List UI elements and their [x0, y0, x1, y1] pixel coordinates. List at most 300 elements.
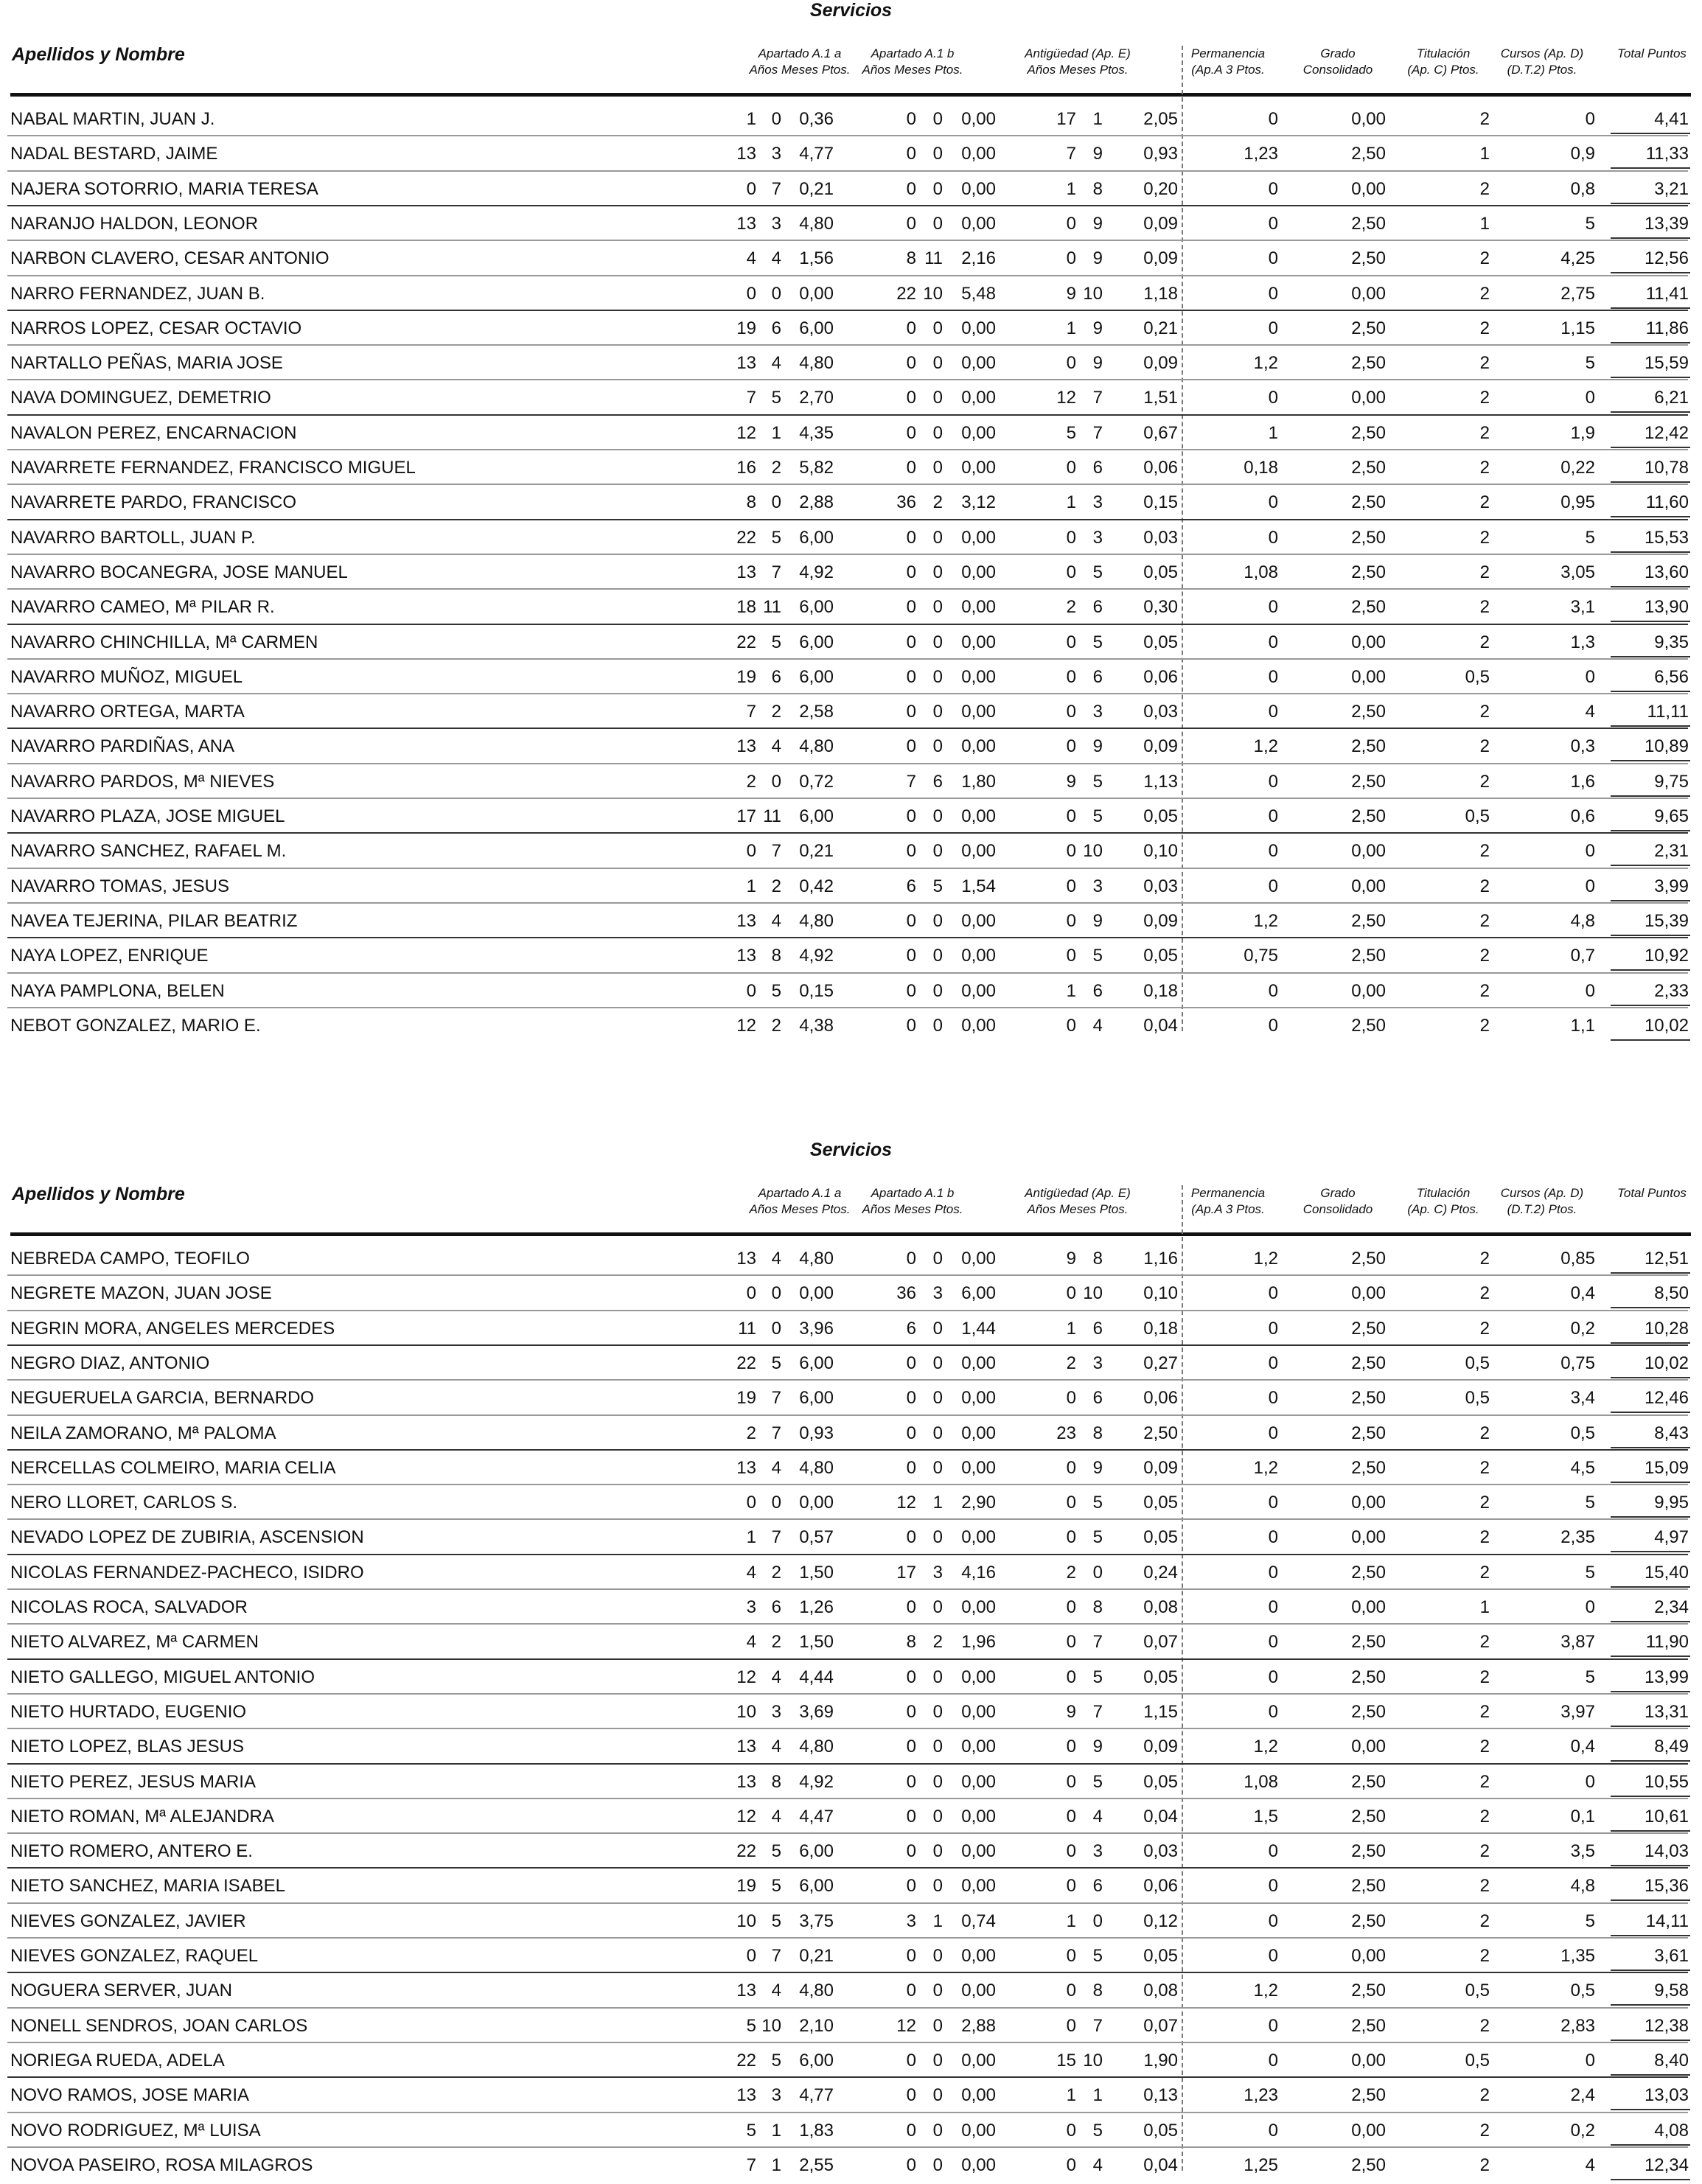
cell-a1b-months: 0 [932, 946, 943, 966]
cell-antiguedad-points: 0,07 [1143, 1632, 1178, 1653]
cell-a1b-months: 0 [932, 632, 943, 652]
cell-name: NAVARRO MUÑOZ, MIGUEL [10, 666, 243, 687]
row-divider [7, 1310, 1688, 1311]
table-row [0, 1382, 1702, 1417]
cell-name: NARROS LOPEZ, CESAR OCTAVIO [10, 318, 302, 338]
cell-name: NERCELLAS COLMEIRO, MARIA CELIA [10, 1457, 336, 1478]
cell-a1b-months: 0 [932, 422, 943, 443]
cell-cursos-points: 0,4 [1570, 1737, 1595, 1757]
cell-a1b-years: 12 [896, 2015, 916, 2036]
cell-grado-consolidado: 2,50 [1351, 771, 1386, 792]
cell-titulacion-points: 0,5 [1465, 806, 1490, 826]
cell-permanencia-points: 0 [1268, 1318, 1278, 1339]
column-header-line: (Ap.A 3 Ptos. [1191, 63, 1265, 77]
cell-permanencia-points: 1,2 [1253, 1737, 1278, 1757]
cell-permanencia-points: 1,25 [1244, 2155, 1278, 2175]
cell-a1b-years: 0 [906, 2050, 916, 2070]
cell-titulacion-points: 2 [1479, 771, 1490, 792]
cell-antiguedad-years: 0 [1066, 666, 1076, 687]
table-row [0, 871, 1702, 905]
cell-grado-consolidado: 2,50 [1351, 2015, 1386, 2036]
total-underline [1611, 342, 1690, 343]
row-divider [7, 2007, 1688, 2009]
cell-antiguedad-years: 0 [1066, 2155, 1076, 2175]
table-row [0, 313, 1702, 347]
row-divider [7, 275, 1688, 276]
cell-a1b-points: 2,88 [961, 2015, 996, 2036]
cell-total-points: 4,41 [1654, 109, 1689, 129]
cell-grado-consolidado: 2,50 [1351, 1701, 1386, 1722]
cell-total-points: 10,02 [1644, 1015, 1689, 1036]
cell-antiguedad-points: 0,08 [1143, 1597, 1178, 1617]
cell-a1a-points: 0,00 [799, 1283, 834, 1304]
cell-a1a-points: 0,36 [799, 109, 834, 129]
cell-grado-consolidado: 2,50 [1351, 144, 1386, 164]
row-divider [7, 1379, 1688, 1381]
cell-name: NICOLAS ROCA, SALVADOR [10, 1597, 248, 1617]
cell-antiguedad-points: 0,10 [1143, 1283, 1178, 1304]
cell-a1b-points: 0,00 [961, 1841, 996, 1862]
cell-titulacion-points: 2 [1479, 1632, 1490, 1653]
cell-permanencia-points: 0 [1268, 1562, 1278, 1583]
cell-antiguedad-years: 0 [1066, 1527, 1076, 1548]
total-underline [1611, 900, 1690, 901]
cell-a1a-points: 6,00 [799, 806, 834, 826]
cell-a1a-months: 5 [771, 527, 781, 548]
section-title: Servicios [809, 1140, 893, 1160]
cell-total-points: 11,11 [1647, 702, 1689, 722]
table-row [0, 1243, 1702, 1277]
cell-cursos-points: 3,97 [1560, 1701, 1595, 1722]
cell-grado-consolidado: 2,50 [1351, 597, 1386, 618]
cell-a1a-years: 13 [736, 1771, 756, 1792]
cell-a1b-years: 0 [906, 1597, 916, 1617]
cell-total-points: 12,42 [1644, 422, 1689, 443]
cell-permanencia-points: 0 [1268, 1667, 1278, 1687]
cell-antiguedad-points: 0,09 [1143, 248, 1178, 269]
cell-antiguedad-months: 7 [1092, 2015, 1103, 2036]
cell-a1b-years: 0 [906, 562, 916, 582]
cell-titulacion-points: 2 [1479, 248, 1490, 269]
row-divider [7, 1693, 1688, 1695]
cell-antiguedad-months: 3 [1092, 527, 1103, 548]
cell-cursos-points: 0 [1585, 1597, 1595, 1617]
cell-cursos-points: 2,4 [1570, 2085, 1595, 2106]
cell-a1a-points: 0,15 [799, 980, 834, 1001]
cell-grado-consolidado: 2,50 [1351, 458, 1386, 478]
cell-a1b-months: 0 [932, 1737, 943, 1757]
cell-total-points: 11,41 [1645, 283, 1689, 304]
cell-titulacion-points: 2 [1479, 1527, 1490, 1548]
cell-cursos-points: 0 [1585, 2050, 1595, 2070]
cell-a1a-months: 5 [771, 1911, 781, 1931]
cell-name: NERO LLORET, CARLOS S. [10, 1493, 238, 1513]
cell-a1b-months: 0 [932, 178, 943, 199]
cell-a1a-months: 7 [771, 562, 781, 582]
cell-antiguedad-years: 0 [1066, 1632, 1076, 1653]
cell-a1b-years: 0 [906, 666, 916, 687]
cell-a1a-months: 2 [771, 458, 781, 478]
cell-antiguedad-months: 8 [1092, 1597, 1103, 1617]
cell-antiguedad-months: 10 [1083, 283, 1103, 304]
row-divider [7, 240, 1688, 241]
cell-titulacion-points: 2 [1479, 1283, 1490, 1304]
cell-antiguedad-years: 2 [1066, 597, 1076, 618]
cell-antiguedad-months: 5 [1092, 1946, 1103, 1966]
row-divider [7, 1728, 1688, 1729]
cell-a1a-points: 1,26 [799, 1597, 834, 1617]
cell-total-points: 12,51 [1644, 1249, 1689, 1269]
cell-antiguedad-points: 0,06 [1143, 1876, 1178, 1897]
cell-a1b-points: 0,00 [961, 1249, 996, 1269]
cell-titulacion-points: 2 [1479, 736, 1490, 757]
cell-a1a-years: 1 [746, 876, 756, 896]
cell-a1a-years: 19 [736, 318, 756, 338]
cell-permanencia-points: 0 [1268, 2050, 1278, 2070]
table-row [0, 486, 1702, 521]
row-divider [7, 1867, 1688, 1869]
cell-a1b-years: 0 [906, 1841, 916, 1862]
cell-titulacion-points: 2 [1479, 2155, 1490, 2175]
cell-antiguedad-years: 0 [1066, 841, 1076, 862]
cell-a1b-years: 0 [906, 422, 916, 443]
cell-antiguedad-points: 0,15 [1143, 492, 1178, 513]
table-row [0, 975, 1702, 1010]
cell-a1a-months: 1 [771, 2120, 781, 2141]
cell-total-points: 10,55 [1644, 1771, 1689, 1792]
cell-antiguedad-months: 9 [1092, 736, 1103, 757]
cell-a1a-months: 7 [771, 1527, 781, 1548]
cell-name: NIETO GALLEGO, MIGUEL ANTONIO [10, 1667, 315, 1687]
cell-total-points: 11,33 [1645, 144, 1689, 164]
cell-antiguedad-years: 0 [1066, 458, 1076, 478]
total-underline [1611, 377, 1690, 378]
cell-a1b-years: 8 [906, 1632, 916, 1653]
cell-antiguedad-points: 0,18 [1143, 1318, 1178, 1339]
cell-permanencia-points: 0 [1268, 2015, 1278, 2036]
cell-name: NIEVES GONZALEZ, JAVIER [10, 1911, 246, 1931]
total-underline [1611, 1586, 1690, 1588]
cell-titulacion-points: 2 [1479, 318, 1490, 338]
total-underline [1611, 516, 1690, 517]
cell-grado-consolidado: 2,50 [1351, 492, 1386, 513]
cell-permanencia-points: 0 [1268, 806, 1278, 826]
cell-name: NIETO HURTADO, EUGENIO [10, 1701, 247, 1722]
cell-a1b-points: 1,96 [961, 1632, 996, 1653]
cell-a1a-years: 13 [736, 946, 756, 966]
cell-a1a-years: 4 [746, 1632, 756, 1653]
cell-a1b-years: 0 [906, 1806, 916, 1827]
cell-antiguedad-months: 5 [1092, 1667, 1103, 1687]
cell-total-points: 11,90 [1645, 1632, 1689, 1653]
cell-a1b-months: 0 [932, 527, 943, 548]
cell-cursos-points: 0,5 [1570, 1981, 1595, 2001]
cell-permanencia-points: 0 [1268, 1423, 1278, 1443]
cell-a1a-points: 6,00 [799, 318, 834, 338]
table-row [0, 278, 1702, 313]
cell-antiguedad-months: 5 [1092, 1771, 1103, 1792]
cell-cursos-points: 0 [1585, 666, 1595, 687]
cell-a1a-points: 2,70 [799, 388, 834, 408]
total-underline [1611, 203, 1690, 204]
cell-a1a-months: 6 [771, 318, 781, 338]
cell-grado-consolidado: 0,00 [1351, 2050, 1386, 2070]
cell-a1b-years: 0 [906, 632, 916, 652]
cell-titulacion-points: 2 [1479, 1701, 1490, 1722]
cell-a1b-months: 0 [932, 736, 943, 757]
cell-name: NAJERA SOTORRIO, MARIA TERESA [10, 178, 318, 199]
cell-antiguedad-months: 3 [1092, 1841, 1103, 1862]
cell-antiguedad-points: 0,67 [1143, 422, 1178, 443]
cell-a1b-years: 0 [906, 1015, 916, 1036]
cell-a1a-months: 4 [771, 1981, 781, 2001]
cell-cursos-points: 5 [1585, 1493, 1595, 1513]
cell-cursos-points: 5 [1585, 213, 1595, 234]
cell-grado-consolidado: 2,50 [1351, 1015, 1386, 1036]
cell-a1b-months: 2 [932, 492, 943, 513]
cell-titulacion-points: 2 [1479, 109, 1490, 129]
cell-grado-consolidado: 2,50 [1351, 806, 1386, 826]
cell-antiguedad-years: 2 [1066, 1562, 1076, 1583]
cell-antiguedad-years: 5 [1066, 422, 1076, 443]
cell-cursos-points: 0 [1585, 841, 1595, 862]
cell-a1b-months: 0 [932, 1771, 943, 1792]
row-divider [7, 902, 1688, 904]
cell-a1a-months: 6 [771, 1597, 781, 1617]
cell-titulacion-points: 2 [1479, 1737, 1490, 1757]
cell-antiguedad-points: 0,09 [1143, 736, 1178, 757]
cell-name: NAVARRO BARTOLL, JUAN P. [10, 527, 256, 548]
row-divider [7, 344, 1688, 346]
cell-antiguedad-points: 0,09 [1143, 213, 1178, 234]
cell-a1a-months: 8 [771, 1771, 781, 1792]
cell-titulacion-points: 2 [1479, 2120, 1490, 2141]
cell-name: NAVALON PEREZ, ENCARNACION [10, 422, 297, 443]
cell-a1a-months: 4 [771, 1737, 781, 1757]
cell-a1a-points: 4,80 [799, 1249, 834, 1269]
cell-a1a-years: 11 [738, 1318, 756, 1339]
cell-antiguedad-months: 9 [1092, 910, 1103, 931]
cell-name: NIETO ROMERO, ANTERO E. [10, 1841, 253, 1862]
table-row [0, 1313, 1702, 1347]
cell-cursos-points: 1,15 [1560, 318, 1595, 338]
cell-antiguedad-years: 0 [1066, 248, 1076, 269]
cell-permanencia-points: 1,2 [1253, 1249, 1278, 1269]
table-row [0, 1975, 1702, 2009]
cell-a1a-years: 2 [746, 1423, 756, 1443]
cell-a1b-months: 0 [932, 2120, 943, 2141]
cell-cursos-points: 1,9 [1570, 422, 1595, 443]
cell-a1a-months: 6 [771, 666, 781, 687]
cell-a1a-months: 5 [771, 2050, 781, 2070]
column-header-line: Apartado A.1 a [758, 46, 842, 60]
cell-a1b-points: 0,00 [961, 632, 996, 652]
column-header-line: Permanencia [1190, 1186, 1266, 1200]
cell-antiguedad-points: 2,05 [1143, 109, 1178, 129]
cell-a1b-months: 5 [932, 876, 943, 896]
cell-total-points: 12,46 [1644, 1388, 1689, 1409]
cell-a1a-points: 5,82 [799, 458, 834, 478]
table-row [0, 2115, 1702, 2149]
cell-a1a-years: 5 [746, 2015, 756, 2036]
cell-a1b-points: 3,12 [961, 492, 996, 513]
cell-name: NIETO ALVAREZ, Mª CARMEN [10, 1632, 259, 1653]
cell-a1a-points: 2,58 [799, 702, 834, 722]
cell-a1a-points: 4,35 [799, 422, 834, 443]
cell-name: NARANJO HALDON, LEONOR [10, 213, 259, 234]
table-row [0, 661, 1702, 696]
cell-a1b-years: 0 [906, 318, 916, 338]
cell-cursos-points: 4,8 [1570, 910, 1595, 931]
cell-antiguedad-points: 0,13 [1143, 2085, 1178, 2106]
cell-a1b-points: 0,00 [961, 1981, 996, 2001]
row-divider [7, 1274, 1688, 1276]
cell-grado-consolidado: 0,00 [1351, 109, 1386, 129]
table-row [0, 1452, 1702, 1487]
cell-titulacion-points: 0,5 [1465, 1353, 1490, 1373]
cell-a1a-months: 0 [771, 1318, 781, 1339]
cell-a1b-points: 1,54 [961, 876, 996, 896]
cell-a1b-months: 0 [932, 1841, 943, 1862]
cell-a1a-months: 4 [771, 910, 781, 931]
row-divider [7, 624, 1688, 625]
cell-antiguedad-years: 0 [1066, 527, 1076, 548]
cell-antiguedad-months: 9 [1092, 144, 1103, 164]
cell-a1b-months: 0 [932, 2085, 943, 2106]
cell-a1a-points: 4,80 [799, 736, 834, 757]
cell-antiguedad-years: 0 [1066, 910, 1076, 931]
cell-a1a-years: 0 [746, 178, 756, 199]
table-row [0, 1766, 1702, 1801]
cell-a1a-points: 0,57 [799, 1527, 834, 1548]
cell-total-points: 13,90 [1644, 597, 1689, 618]
cell-cursos-points: 0,2 [1570, 1318, 1595, 1339]
cell-a1b-months: 0 [932, 213, 943, 234]
cell-a1a-years: 22 [736, 527, 756, 548]
cell-a1a-months: 3 [771, 144, 781, 164]
cell-a1a-points: 6,00 [799, 1876, 834, 1897]
cell-permanencia-points: 0 [1268, 980, 1278, 1001]
cell-a1b-months: 0 [932, 1876, 943, 1897]
column-header-line: (D.T.2) Ptos. [1507, 63, 1577, 77]
cell-a1b-points: 0,00 [961, 1527, 996, 1548]
cell-a1a-points: 4,92 [799, 562, 834, 582]
cell-cursos-points: 3,05 [1560, 562, 1595, 582]
section-title: Servicios [809, 0, 893, 21]
cell-a1b-years: 36 [896, 1283, 916, 1304]
cell-antiguedad-months: 0 [1092, 1911, 1103, 1931]
row-divider [7, 170, 1688, 172]
cell-total-points: 10,28 [1644, 1318, 1689, 1339]
row-divider [7, 728, 1688, 729]
cell-titulacion-points: 2 [1479, 1318, 1490, 1339]
total-underline [1611, 586, 1690, 587]
cell-grado-consolidado: 2,50 [1351, 353, 1386, 374]
cell-antiguedad-years: 0 [1066, 2015, 1076, 2036]
total-underline [1611, 1726, 1690, 1727]
cell-permanencia-points: 0 [1268, 1388, 1278, 1409]
table-row [0, 1626, 1702, 1661]
cell-cursos-points: 0 [1585, 1771, 1595, 1792]
cell-a1b-years: 0 [906, 1701, 916, 1722]
cell-a1a-points: 0,42 [799, 876, 834, 896]
cell-name: NEBOT GONZALEZ, MARIO E. [10, 1015, 261, 1036]
total-underline [1611, 1691, 1690, 1692]
cell-a1b-years: 0 [906, 1876, 916, 1897]
cell-antiguedad-points: 0,05 [1143, 632, 1178, 652]
cell-antiguedad-years: 0 [1066, 562, 1076, 582]
cell-total-points: 6,56 [1654, 666, 1689, 687]
cell-grado-consolidado: 2,50 [1351, 946, 1386, 966]
row-divider [7, 2076, 1688, 2078]
cell-a1b-months: 0 [932, 318, 943, 338]
cell-permanencia-points: 0 [1268, 178, 1278, 199]
cell-antiguedad-points: 0,05 [1143, 1527, 1178, 1548]
cell-a1b-points: 0,00 [961, 458, 996, 478]
cell-total-points: 11,60 [1645, 492, 1689, 513]
cell-a1a-months: 2 [771, 1632, 781, 1653]
table-row [0, 1417, 1702, 1452]
cell-a1a-months: 0 [771, 283, 781, 304]
cell-a1a-months: 4 [771, 1806, 781, 1827]
cell-name: NAVARRO TOMAS, JESUS [10, 876, 229, 896]
cell-grado-consolidado: 2,50 [1351, 2155, 1386, 2175]
cell-name: NARBON CLAVERO, CESAR ANTONIO [10, 248, 329, 269]
cell-a1b-months: 0 [932, 1597, 943, 1617]
cell-a1b-months: 0 [932, 2015, 943, 2036]
cell-name: NAVARRO PLAZA, JOSE MIGUEL [10, 806, 285, 826]
cell-antiguedad-points: 0,04 [1143, 2155, 1178, 2175]
cell-antiguedad-years: 7 [1066, 144, 1076, 164]
cell-antiguedad-years: 0 [1066, 353, 1076, 374]
cell-a1b-months: 11 [924, 248, 943, 269]
cell-a1b-years: 6 [906, 876, 916, 896]
cell-permanencia-points: 0 [1268, 1701, 1278, 1722]
cell-titulacion-points: 2 [1479, 1841, 1490, 1862]
column-header-line: (D.T.2) Ptos. [1507, 1202, 1577, 1216]
cell-a1a-months: 4 [771, 736, 781, 757]
column-header-line: Cursos (Ap. D) [1500, 46, 1584, 60]
cell-total-points: 11,86 [1645, 318, 1689, 338]
cell-antiguedad-points: 0,03 [1143, 1841, 1178, 1862]
cell-total-points: 12,38 [1644, 2015, 1689, 2036]
cell-name: NEILA ZAMORANO, Mª PALOMA [10, 1423, 276, 1443]
cell-total-points: 8,43 [1654, 1423, 1689, 1443]
table-row [0, 1731, 1702, 1765]
cell-antiguedad-months: 1 [1092, 2085, 1103, 2106]
cell-titulacion-points: 2 [1479, 632, 1490, 652]
table-row [0, 730, 1702, 765]
cell-antiguedad-months: 10 [1083, 1283, 1103, 1304]
cell-permanencia-points: 1,2 [1253, 910, 1278, 931]
cell-a1b-years: 17 [896, 1562, 916, 1583]
cell-a1b-months: 0 [932, 1353, 943, 1373]
cell-cursos-points: 3,87 [1560, 1632, 1595, 1653]
cell-a1a-years: 13 [736, 1249, 756, 1269]
cell-a1a-months: 4 [771, 1667, 781, 1687]
cell-a1b-points: 0,00 [961, 841, 996, 862]
cell-a1a-years: 13 [736, 736, 756, 757]
cell-a1b-years: 3 [906, 1911, 916, 1931]
cell-name: NOVO RODRIGUEZ, Mª LUISA [10, 2120, 261, 2141]
cell-antiguedad-years: 2 [1066, 1353, 1076, 1373]
cell-antiguedad-years: 12 [1056, 388, 1076, 408]
cell-titulacion-points: 2 [1479, 458, 1490, 478]
cell-a1a-months: 3 [771, 1701, 781, 1722]
cell-antiguedad-months: 5 [1092, 2120, 1103, 2141]
total-underline [1611, 2040, 1690, 2041]
cell-a1b-years: 36 [896, 492, 916, 513]
